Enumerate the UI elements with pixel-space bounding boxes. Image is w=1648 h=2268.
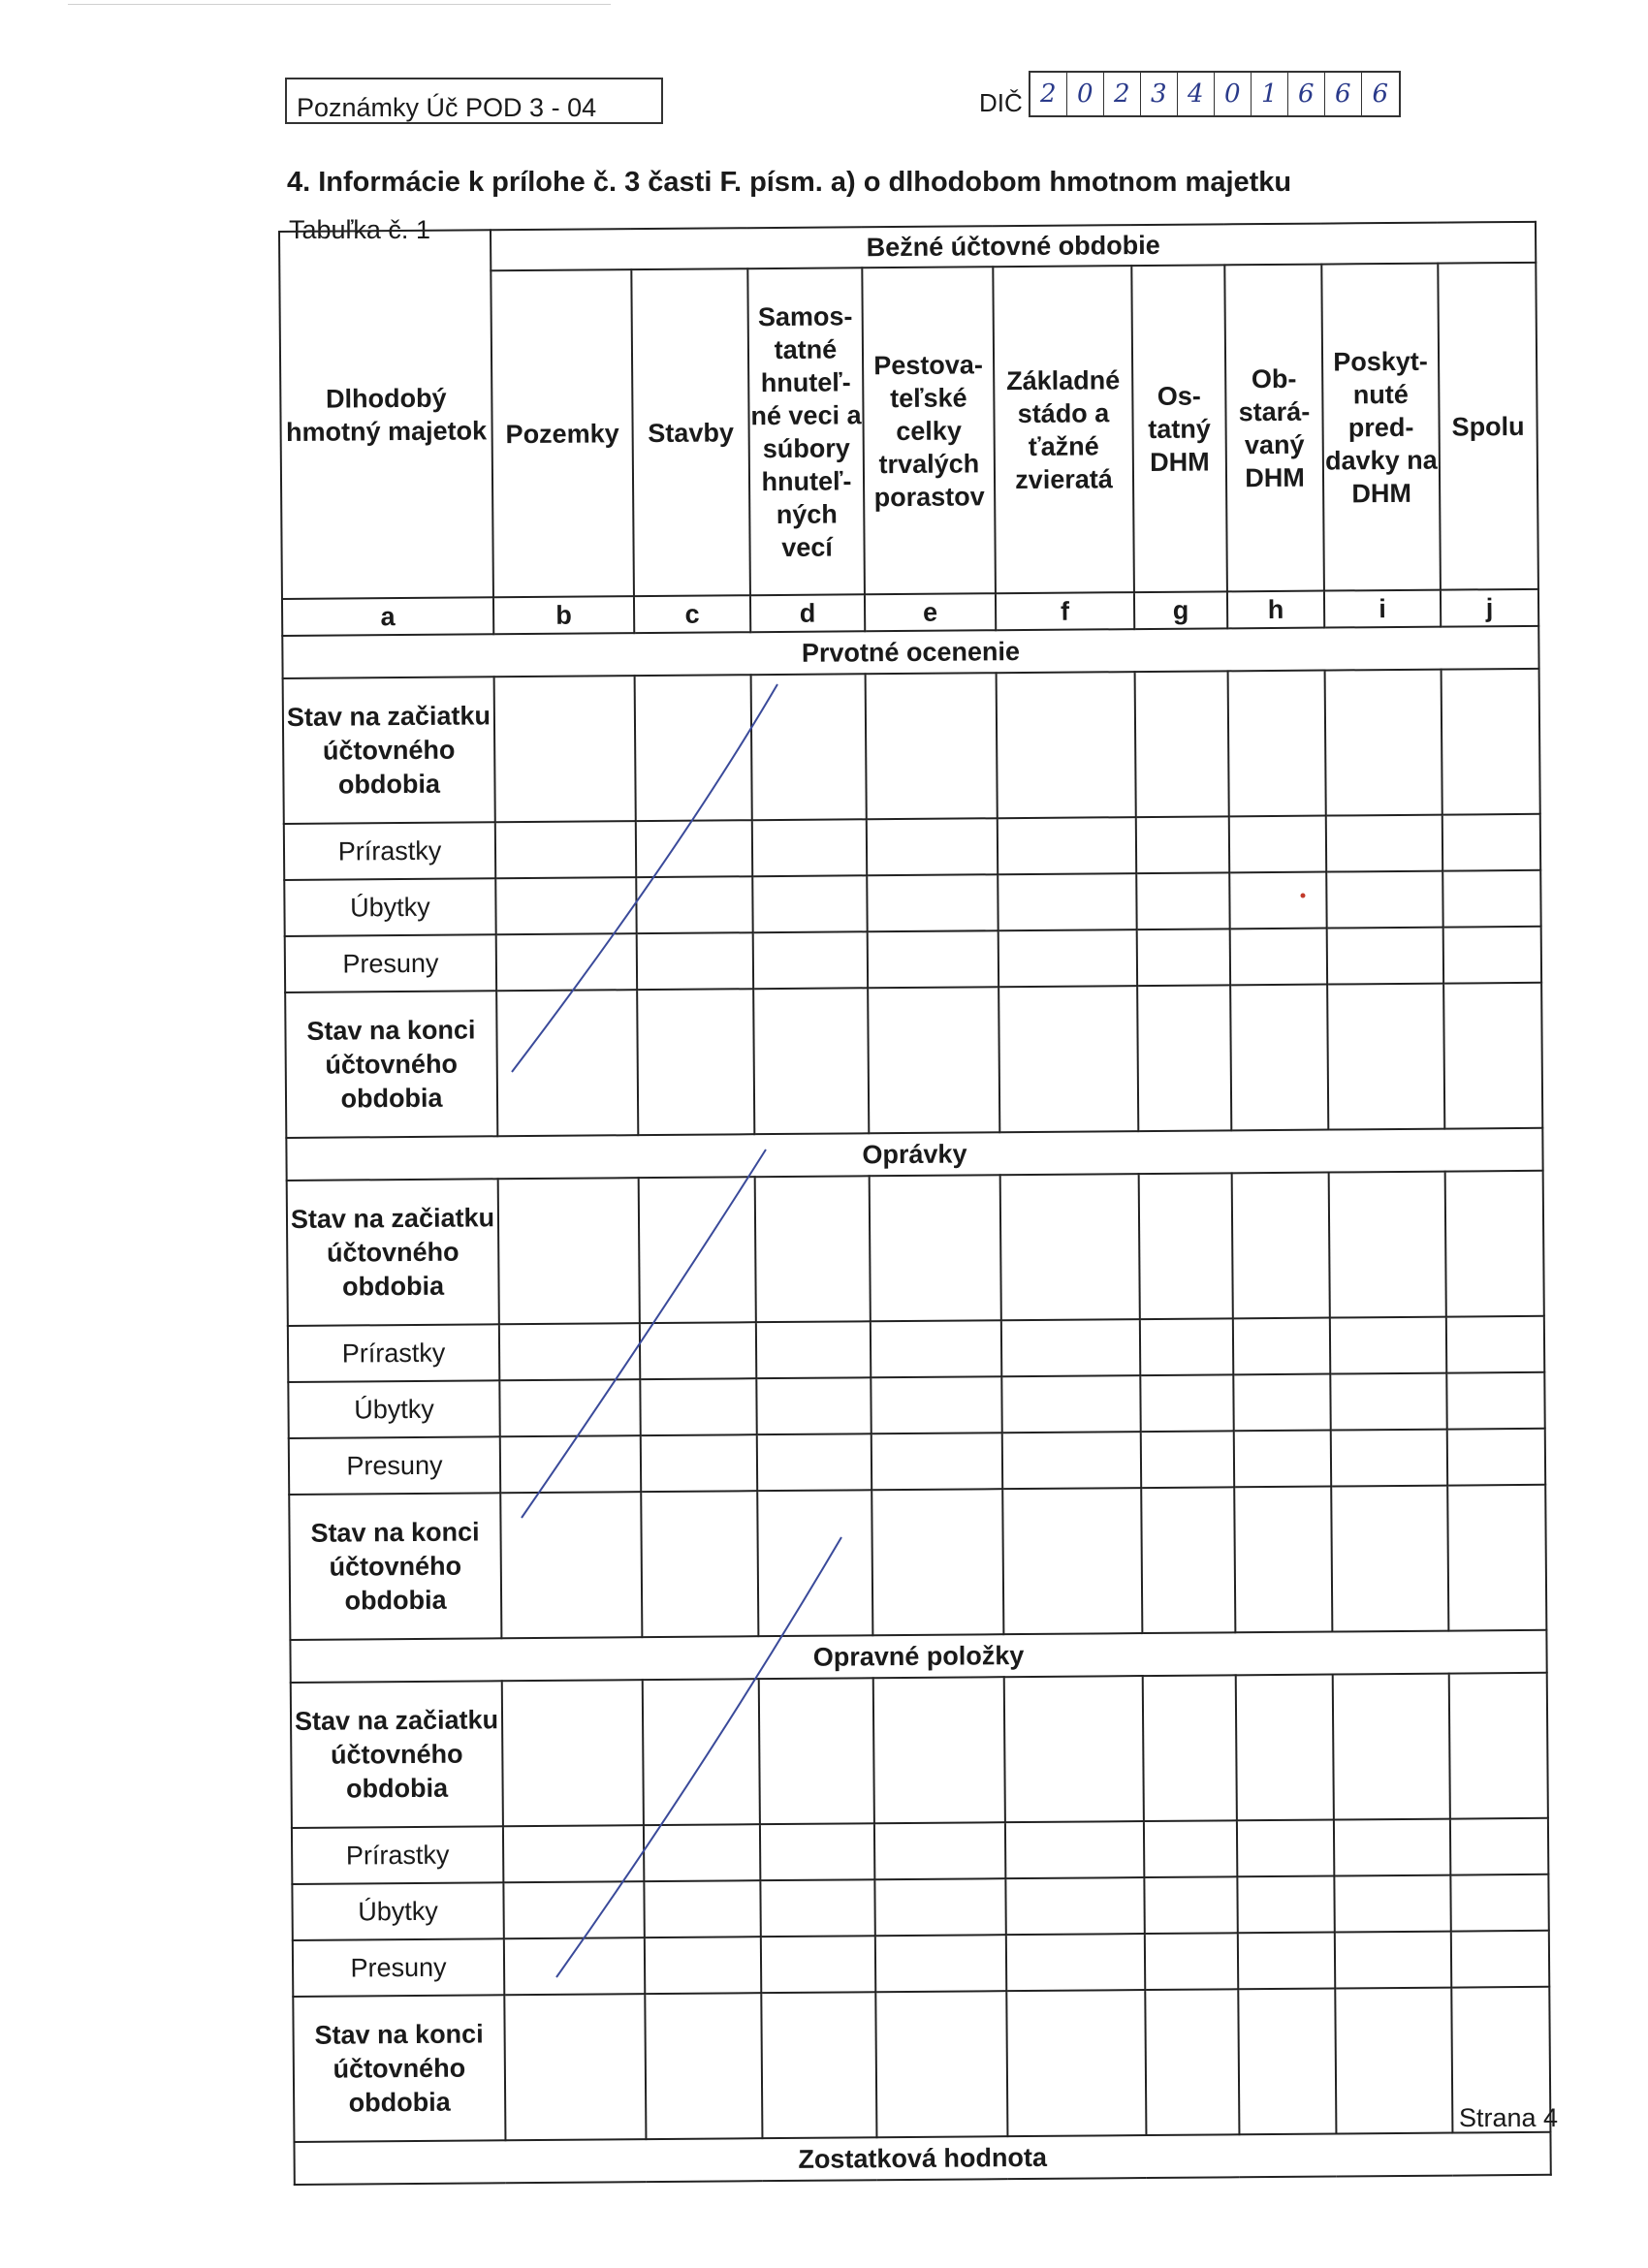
column-letter: g	[1134, 591, 1227, 629]
value-cell[interactable]	[1446, 1316, 1544, 1373]
value-cell[interactable]	[1139, 1173, 1233, 1319]
dic-digit[interactable]: 2	[1030, 73, 1067, 115]
value-cell[interactable]	[872, 1433, 1002, 1490]
value-cell[interactable]	[1143, 1675, 1237, 1821]
value-cell[interactable]	[495, 877, 636, 934]
value-cell[interactable]	[1137, 985, 1231, 1131]
column-header-f: Základné stádo a ťažné zvieratá	[993, 266, 1134, 593]
value-cell[interactable]	[875, 1991, 1007, 2137]
dic-digit[interactable]: 2	[1104, 73, 1141, 115]
column-letter: h	[1227, 591, 1324, 629]
column-header-a: Dlhodobý hmotný majetok	[279, 230, 493, 599]
value-cell[interactable]	[644, 1824, 760, 1881]
value-cell[interactable]	[1135, 671, 1229, 817]
value-cell[interactable]	[1137, 929, 1230, 986]
dic-digit[interactable]: 0	[1215, 73, 1252, 115]
dic-digit[interactable]: 6	[1372, 79, 1389, 109]
value-cell[interactable]	[1450, 1818, 1548, 1875]
value-cell[interactable]	[1451, 1931, 1549, 1988]
value-cell[interactable]	[1325, 670, 1442, 816]
value-cell[interactable]	[1000, 1174, 1140, 1320]
value-cell[interactable]	[998, 986, 1138, 1132]
table-row	[288, 1316, 1544, 1382]
value-cell[interactable]	[1228, 671, 1326, 817]
column-header-h: Ob- stará- vaný DHM	[1224, 265, 1324, 592]
value-cell[interactable]	[1450, 1874, 1548, 1932]
page-number: Strana 4	[1459, 2103, 1559, 2132]
value-cell[interactable]	[499, 1379, 640, 1436]
column-letter: e	[865, 593, 996, 631]
value-cell[interactable]	[499, 1323, 640, 1380]
table-row	[284, 814, 1540, 880]
table-row	[293, 1987, 1550, 2142]
column-header-d: Samos- tatné hnuteľ- né veci a súbory hnuteľ- ných vecí	[747, 268, 865, 595]
column-letter: j	[1441, 589, 1538, 627]
dic-digit[interactable]: 3	[1141, 73, 1178, 115]
value-cell[interactable]	[645, 1993, 762, 2139]
value-cell[interactable]	[502, 1680, 644, 1826]
table-row	[289, 1429, 1545, 1495]
value-cell[interactable]	[496, 933, 637, 991]
table-row	[292, 1818, 1548, 1884]
column-header-b: Pozemky	[491, 269, 634, 597]
value-cell[interactable]	[1004, 1676, 1144, 1822]
value-cell[interactable]	[637, 989, 754, 1135]
value-cell[interactable]	[1002, 1488, 1142, 1634]
value-cell[interactable]	[1334, 1819, 1450, 1876]
row-label: Stav na konci účtovného obdobia	[285, 991, 497, 1138]
value-cell[interactable]	[640, 1322, 756, 1379]
value-cell[interactable]	[1238, 1989, 1336, 2135]
value-cell[interactable]	[1442, 814, 1540, 871]
dhm-table	[278, 221, 1552, 2186]
value-cell[interactable]	[1329, 1172, 1446, 1318]
value-cell[interactable]	[874, 1878, 1005, 1936]
table-row	[293, 1931, 1549, 1997]
value-cell[interactable]	[1233, 1318, 1330, 1375]
column-header-g: Os- tatný DHM	[1131, 265, 1227, 592]
value-cell[interactable]	[1331, 1430, 1447, 1487]
value-cell[interactable]	[1006, 1934, 1145, 1991]
row-label: Úbytky	[288, 1380, 499, 1438]
column-header-i: Poskyt- nuté pred- davky na DHM	[1321, 264, 1441, 591]
value-cell[interactable]	[1145, 1989, 1239, 2135]
value-cell[interactable]	[756, 1377, 871, 1434]
form-reference: Poznámky Úč POD 3 - 04	[285, 78, 663, 124]
value-cell[interactable]	[752, 819, 867, 876]
value-cell[interactable]	[1443, 927, 1541, 984]
row-label: Úbytky	[292, 1882, 503, 1940]
value-cell[interactable]	[751, 674, 867, 820]
value-cell[interactable]	[866, 673, 998, 819]
value-cell[interactable]	[760, 1879, 874, 1937]
value-cell[interactable]	[641, 1491, 758, 1637]
value-cell[interactable]	[643, 1679, 760, 1825]
value-cell[interactable]	[1145, 1933, 1238, 1990]
section-title: 4. Informácie k prílohe č. 3 časti F. písm. a) o dlhodobom hmotnom majetku	[287, 167, 1292, 198]
value-cell[interactable]	[875, 1935, 1006, 1992]
value-cell[interactable]	[1445, 1171, 1544, 1317]
value-cell[interactable]	[757, 1433, 872, 1491]
table-row	[291, 1673, 1548, 1828]
table-row	[285, 983, 1542, 1138]
dic-digit[interactable]: 0	[1067, 73, 1104, 115]
row-label: Prírastky	[284, 822, 495, 880]
value-cell[interactable]	[1002, 1432, 1141, 1489]
row-label: Presuny	[285, 934, 496, 992]
value-cell[interactable]	[872, 1489, 1003, 1635]
row-label: Stav na začiatku účtovného obdobia	[291, 1681, 503, 1828]
value-cell[interactable]	[1326, 815, 1442, 872]
column-letter: c	[634, 595, 750, 633]
value-cell[interactable]	[494, 676, 636, 822]
row-label: Presuny	[293, 1938, 504, 1997]
value-cell[interactable]	[753, 931, 868, 989]
value-cell[interactable]	[1237, 1820, 1334, 1877]
value-cell[interactable]	[998, 817, 1136, 874]
table-label: Tabuľka č. 1	[289, 215, 430, 244]
value-cell[interactable]	[761, 1992, 876, 2138]
value-cell[interactable]	[759, 1678, 874, 1824]
value-cell[interactable]	[1144, 1876, 1237, 1934]
value-cell[interactable]	[500, 1435, 641, 1493]
value-cell[interactable]	[1230, 985, 1328, 1131]
period-header: Bežné účtovné obdobie	[491, 222, 1536, 270]
value-cell[interactable]	[496, 990, 638, 1136]
value-cell[interactable]	[503, 1825, 644, 1882]
dic-digit[interactable]: 1	[1252, 73, 1288, 115]
table-row	[284, 870, 1540, 936]
value-cell[interactable]	[1136, 816, 1229, 873]
value-cell[interactable]	[1234, 1431, 1331, 1488]
value-cell[interactable]	[871, 1320, 1001, 1377]
value-cell[interactable]	[1327, 928, 1443, 985]
value-cell[interactable]	[498, 1178, 640, 1324]
value-cell[interactable]	[1229, 872, 1326, 929]
value-cell[interactable]	[1236, 1675, 1334, 1821]
value-cell[interactable]	[870, 1175, 1001, 1321]
section-row-title: Opravné položky	[290, 1630, 1546, 1683]
value-cell[interactable]	[1233, 1374, 1330, 1432]
value-cell[interactable]	[1443, 983, 1542, 1129]
value-cell[interactable]	[873, 1677, 1005, 1823]
value-cell[interactable]	[504, 1994, 646, 2140]
value-cell[interactable]	[644, 1880, 760, 1937]
value-cell[interactable]	[755, 1176, 871, 1322]
value-cell[interactable]	[1005, 1877, 1144, 1935]
column-header-j: Spolu	[1438, 263, 1538, 590]
value-cell[interactable]	[1446, 1372, 1544, 1430]
column-letter: a	[282, 597, 493, 636]
section-row-title: Prvotné ocenenie	[282, 626, 1538, 678]
value-cell[interactable]	[756, 1321, 871, 1378]
value-cell[interactable]	[998, 929, 1137, 987]
value-cell[interactable]	[1330, 1317, 1446, 1374]
value-cell[interactable]	[504, 1937, 645, 1995]
value-cell[interactable]	[636, 876, 752, 933]
value-cell[interactable]	[1006, 1990, 1146, 2136]
table-row	[285, 927, 1541, 992]
row-label: Stav na začiatku účtovného obdobia	[283, 677, 495, 824]
value-cell[interactable]	[868, 930, 998, 988]
dic-label: DIČ	[979, 87, 1023, 117]
value-cell[interactable]	[752, 875, 867, 932]
value-cell[interactable]	[1333, 1674, 1450, 1820]
value-cell[interactable]	[1232, 1173, 1330, 1319]
value-cell[interactable]	[503, 1881, 644, 1938]
value-cell[interactable]	[998, 873, 1136, 930]
value-cell[interactable]	[636, 820, 752, 877]
value-cell[interactable]	[500, 1492, 642, 1638]
column-letter: f	[996, 592, 1134, 630]
table-row	[292, 1874, 1548, 1940]
value-cell[interactable]	[871, 1376, 1001, 1433]
row-label: Úbytky	[284, 878, 495, 936]
value-cell[interactable]	[1330, 1373, 1446, 1431]
dic-digit[interactable]: 6	[1325, 73, 1362, 115]
value-cell[interactable]	[645, 1937, 761, 1994]
value-cell[interactable]	[1442, 870, 1540, 928]
value-cell[interactable]	[495, 821, 636, 878]
column-letter: b	[493, 596, 634, 634]
column-header-c: Stavby	[631, 268, 750, 596]
value-cell[interactable]	[757, 1490, 872, 1636]
value-cell[interactable]	[1005, 1821, 1144, 1878]
value-cell[interactable]	[1335, 1988, 1452, 2134]
row-label: Stav na začiatku účtovného obdobia	[287, 1179, 499, 1326]
value-cell[interactable]	[1140, 1374, 1233, 1432]
value-cell[interactable]	[1136, 872, 1229, 929]
value-cell[interactable]	[1237, 1876, 1334, 1934]
dic-digit[interactable]: 6	[1288, 73, 1325, 115]
value-cell[interactable]	[1447, 1429, 1545, 1486]
value-cell[interactable]	[760, 1823, 874, 1880]
value-cell[interactable]	[1141, 1487, 1235, 1633]
value-cell[interactable]	[641, 1434, 757, 1492]
row-label: Prírastky	[288, 1324, 499, 1382]
value-cell[interactable]	[1334, 1875, 1450, 1933]
value-cell[interactable]	[1447, 1485, 1546, 1631]
value-cell[interactable]	[1335, 1932, 1451, 1989]
value-cell[interactable]	[1234, 1487, 1332, 1633]
value-cell[interactable]	[1001, 1375, 1140, 1433]
dic-digit[interactable]: 4	[1178, 73, 1215, 115]
value-cell[interactable]	[1326, 871, 1442, 929]
row-label: Stav na konci účtovného obdobia	[289, 1493, 501, 1640]
table-row	[289, 1485, 1546, 1640]
value-cell[interactable]	[637, 932, 753, 990]
table-row	[287, 1171, 1544, 1326]
value-cell[interactable]	[1144, 1820, 1237, 1877]
column-letter: i	[1324, 590, 1441, 628]
value-cell[interactable]	[635, 675, 752, 821]
footer-row: Zostatková hodnota	[294, 2132, 1550, 2185]
table-row	[283, 669, 1540, 824]
value-cell[interactable]	[1327, 984, 1444, 1130]
value-cell[interactable]	[1442, 669, 1540, 815]
value-cell[interactable]	[1001, 1319, 1140, 1376]
column-header-e: Pestova- teľské celky trvalých porastov	[862, 267, 996, 594]
value-cell[interactable]	[1238, 1933, 1335, 1990]
column-letter: d	[750, 594, 865, 632]
section-row-title: Oprávky	[286, 1128, 1542, 1181]
value-cell[interactable]	[1449, 1673, 1548, 1819]
row-label: Stav na konci účtovného obdobia	[293, 1995, 505, 2142]
value-cell[interactable]	[640, 1378, 756, 1435]
value-cell[interactable]	[874, 1822, 1005, 1879]
value-cell[interactable]	[867, 818, 998, 875]
value-cell[interactable]	[867, 874, 998, 931]
value-cell[interactable]	[639, 1177, 756, 1323]
value-cell[interactable]	[1141, 1431, 1234, 1488]
value-cell[interactable]	[868, 987, 999, 1133]
value-cell[interactable]	[1230, 929, 1327, 986]
row-label: Prírastky	[292, 1826, 503, 1884]
value-cell[interactable]	[997, 672, 1136, 818]
value-cell[interactable]	[761, 1936, 875, 1993]
table-row	[288, 1372, 1544, 1438]
value-cell[interactable]	[1140, 1318, 1233, 1375]
value-cell[interactable]	[1229, 816, 1326, 873]
value-cell[interactable]	[1331, 1486, 1448, 1632]
row-label: Presuny	[289, 1436, 500, 1495]
value-cell[interactable]	[753, 988, 869, 1134]
